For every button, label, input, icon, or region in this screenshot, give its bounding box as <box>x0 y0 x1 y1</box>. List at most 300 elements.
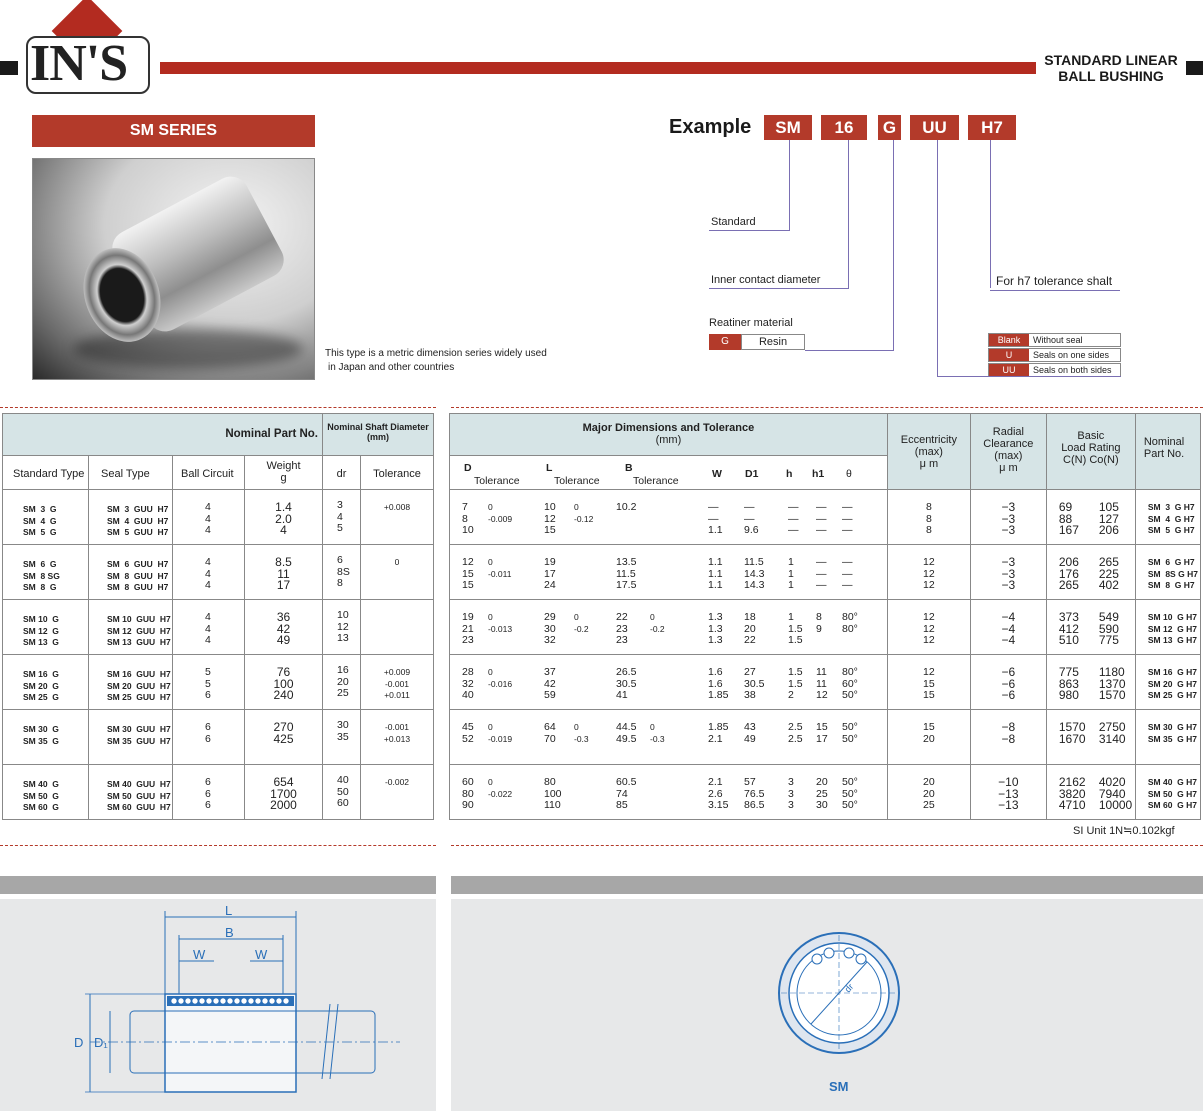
col-B <box>616 777 636 812</box>
cell-value: 0 <box>488 612 493 622</box>
cell-value: 42 <box>276 621 291 636</box>
cell-ball <box>173 545 245 600</box>
col-h <box>788 612 803 647</box>
cell-value: 6 <box>205 799 211 811</box>
col-W: W <box>712 468 722 480</box>
cell-value: 1 <box>788 556 794 568</box>
load-co: 775 <box>1098 633 1119 647</box>
cell-value: 21 <box>462 622 474 635</box>
dim-D: D <box>74 1035 84 1050</box>
cell-value: 2.0 <box>275 511 292 526</box>
cell-value: SM 12 G <box>23 625 59 636</box>
load-row <box>1059 800 1135 812</box>
load-c: 88 <box>1058 511 1073 526</box>
cell-value: SM 5 GUU H7 <box>107 527 169 537</box>
cell-value: -0.022 <box>488 788 513 799</box>
cell-value: 38 <box>744 689 756 701</box>
cell-weight <box>245 655 323 710</box>
cell-std <box>3 655 89 710</box>
cell-value: 2000 <box>270 798 297 812</box>
col-Dtol <box>488 667 512 690</box>
cell-value: 6 <box>337 554 343 566</box>
cell-value: — <box>816 501 827 513</box>
cell-value: −4 <box>1001 621 1016 636</box>
cell-value: — <box>816 556 827 568</box>
load-c: 167 <box>1058 523 1079 537</box>
connector-sm <box>789 140 790 230</box>
cell-value: 2.5 <box>788 721 803 733</box>
cell-value: — <box>788 524 799 536</box>
col-th <box>842 777 858 812</box>
cell-value: SM 60 G <box>23 802 59 812</box>
cell-value: −6 <box>1001 665 1016 679</box>
cell-value: — <box>744 512 755 525</box>
cell-value: 0 <box>488 777 493 787</box>
cell-value: 30.5 <box>744 677 765 690</box>
cell-dr <box>323 490 361 545</box>
cell-load <box>1046 710 1135 765</box>
cell-value: 10 <box>462 524 474 536</box>
col-W <box>708 722 728 745</box>
cell-value: 8 <box>816 611 822 623</box>
load-co: 225 <box>1098 566 1119 581</box>
cell-value: 30 <box>337 719 349 731</box>
cell-value: 3 <box>788 799 794 811</box>
dim-D1: D₁ <box>94 1035 108 1050</box>
header-basic-load: Basic Load Rating C(N) Co(N) <box>1046 414 1135 490</box>
connector-g <box>893 140 894 350</box>
connector-16 <box>848 140 849 288</box>
cell-value: 8 <box>925 512 932 525</box>
table-row <box>450 600 1201 655</box>
header-eccentricity: Eccentricity (max) μ m <box>887 414 970 490</box>
col-theta: θ <box>846 468 852 480</box>
cell-value: SM 10 G <box>23 614 59 624</box>
cell-value: SM 20 GUU H7 <box>107 680 171 691</box>
series-title: SM SERIES <box>32 115 315 147</box>
cell-value: 8.5 <box>275 555 292 569</box>
col-W <box>708 612 723 647</box>
cell-dr <box>323 545 361 600</box>
cell-value: — <box>842 567 853 580</box>
logo-text: IN'S <box>30 35 128 92</box>
cell-value: — <box>708 512 719 525</box>
cell-seal <box>89 765 173 820</box>
cell-value: 100 <box>273 676 294 691</box>
cell-value: 80° <box>842 622 858 635</box>
cell-value: 28 <box>462 666 474 678</box>
cell-value: SM 4 GUU H7 <box>107 515 169 526</box>
retainer-underline <box>805 350 894 351</box>
cell-value: — <box>816 512 827 525</box>
col-th <box>842 612 858 635</box>
col-D-tol: Tolerance <box>474 475 520 487</box>
table-row <box>450 545 1201 600</box>
cell-ecc <box>887 765 970 820</box>
cell-value: 17 <box>544 567 556 580</box>
cell-value: SM 50 G <box>23 790 59 801</box>
table-row <box>450 490 1201 545</box>
cell-value: 2.5 <box>788 732 803 745</box>
cell-value: 16 <box>337 664 349 676</box>
cell-value: −4 <box>1001 610 1016 624</box>
cell-value: 1.1 <box>708 579 723 591</box>
col-D <box>462 777 474 812</box>
cell-value: 6 <box>205 689 211 701</box>
cell-value: 36 <box>276 610 291 624</box>
cell-pn <box>1135 710 1200 765</box>
cell-value: SM 20 G <box>23 680 59 691</box>
cell-value: 80° <box>842 611 858 623</box>
col-shaft-tolerance: Tolerance <box>361 456 434 490</box>
cell-value: 50° <box>842 776 858 788</box>
cell-seal <box>89 600 173 655</box>
load-row <box>1059 580 1135 592</box>
cell-value: 1.5 <box>788 666 803 678</box>
cell-value: 0 -0.2 <box>650 612 665 634</box>
cell-value: SM 20 G H7 <box>1147 678 1197 689</box>
cell-value: 4 <box>280 523 287 537</box>
col-D <box>462 612 474 647</box>
cell-std <box>3 710 89 765</box>
table-row <box>3 655 434 710</box>
cell-value: SM 6 G <box>23 559 57 569</box>
col-h1: h1 <box>812 468 825 480</box>
cell-value: SM 35 GUU H7 <box>107 735 171 746</box>
cell-value: SM 16 GUU H7 <box>107 669 171 679</box>
cell-value: SM 16 G H7 <box>1147 667 1197 677</box>
cell-value: 110 <box>544 799 561 811</box>
cell-value: 9.6 <box>744 524 759 536</box>
col-th <box>842 557 853 592</box>
cell-value: 5 <box>205 677 211 690</box>
cell-pn <box>1135 545 1200 600</box>
cell-value: 10 <box>337 609 349 621</box>
cell-tol <box>361 710 434 765</box>
cell-value: 14.3 <box>744 567 765 580</box>
cell-value: 2 <box>788 689 794 701</box>
load-co: 549 <box>1098 610 1119 624</box>
cell-value: -0.2 <box>574 623 589 634</box>
cell-seal <box>89 490 173 545</box>
col-Ltol <box>574 502 593 525</box>
cell-value: 12 <box>337 620 349 633</box>
cell-value: 0 <box>394 557 400 567</box>
cell-load <box>1046 545 1135 600</box>
table-row <box>3 710 434 765</box>
table-row <box>450 765 1201 820</box>
cell-value: 1.4 <box>275 500 292 514</box>
cell-value: 1.5 <box>788 634 803 646</box>
col-Btol <box>650 612 665 635</box>
cell-value: 12 <box>544 512 556 525</box>
cell-load <box>1046 490 1135 545</box>
cell-value: SM 30 G H7 <box>1147 722 1197 732</box>
col-standard-type: Standard Type <box>3 456 89 490</box>
cell-value: 10 <box>544 501 556 513</box>
cell-value: 60 <box>337 797 349 809</box>
col-D1 <box>744 612 756 647</box>
cell-value: 80 <box>544 776 556 788</box>
cell-value: 18 <box>744 611 756 623</box>
cell-value: 60° <box>842 677 858 690</box>
desc-line1: This type is a metric dimension series widely used <box>325 348 547 359</box>
cell-value: — <box>842 579 853 591</box>
load-co: 1570 <box>1098 688 1126 702</box>
cell-seal <box>89 545 173 600</box>
cell-value: 17 <box>816 732 828 745</box>
cell-value: 76.5 <box>744 787 765 800</box>
cell-dimensions <box>450 710 888 765</box>
cell-weight <box>245 600 323 655</box>
cell-rad <box>970 765 1046 820</box>
cell-value: SM 25 GUU H7 <box>107 692 171 702</box>
col-D <box>462 502 474 537</box>
desc-line2: in Japan and other countries <box>328 362 455 373</box>
connector-uu <box>937 140 938 376</box>
cell-value: 41 <box>616 689 628 701</box>
cell-value: 49 <box>276 633 291 647</box>
cell-value: 19 <box>462 611 474 623</box>
cell-value: 4 <box>205 567 211 580</box>
cell-value: 15 <box>923 689 935 701</box>
col-Dtol <box>488 502 512 525</box>
col-ball-circuit: Ball Circuit <box>173 456 245 490</box>
cell-value: 8 <box>925 524 932 536</box>
load-row <box>1058 731 1135 746</box>
load-c: 980 <box>1058 688 1079 702</box>
cell-value: 15 <box>544 524 556 536</box>
cell-value: 22 <box>616 611 628 623</box>
h7-underline <box>990 290 1120 291</box>
col-h <box>788 502 799 537</box>
cell-value: 1.3 <box>708 611 723 623</box>
cell-value: 0 <box>488 667 493 677</box>
dashed-separator <box>0 845 436 846</box>
cell-value: 4 <box>205 622 211 635</box>
col-D1 <box>744 777 764 812</box>
cell-value: 49.5 <box>616 732 637 745</box>
cell-load <box>1046 600 1135 655</box>
cell-value: 80° <box>842 666 858 678</box>
dim-L: L <box>225 903 233 918</box>
col-D <box>462 557 474 592</box>
col-B <box>616 722 636 745</box>
cell-value: 20 <box>923 787 935 800</box>
col-B-tol: Tolerance <box>633 475 679 487</box>
cell-value: -0.3 <box>574 733 589 744</box>
col-L: L <box>546 462 553 474</box>
page-title <box>1038 52 1184 84</box>
cell-value: SM 40 G <box>23 779 59 789</box>
cell-value: 15 <box>816 721 828 733</box>
cell-value: — <box>816 524 827 536</box>
cell-pn <box>1135 600 1200 655</box>
cell-value: 1.5 <box>788 622 803 635</box>
seal-key: U <box>989 349 1029 361</box>
cell-value: 12 <box>816 689 828 701</box>
load-c: 373 <box>1058 610 1079 624</box>
cell-value: SM 13 G H7 <box>1147 635 1197 645</box>
cell-value: 2.1 <box>708 732 723 745</box>
cell-value: 25 <box>816 787 828 800</box>
cell-value: 50° <box>842 799 858 811</box>
cell-value: 50° <box>842 689 858 701</box>
page-title-line1: STANDARD LINEAR <box>1044 52 1178 68</box>
col-L <box>544 722 556 745</box>
col-Dtol <box>488 612 512 635</box>
cell-value: 43 <box>744 721 756 733</box>
load-c: 510 <box>1058 633 1079 647</box>
cell-weight <box>245 710 323 765</box>
cell-rad <box>970 600 1046 655</box>
front-view-caption: SM <box>829 1079 849 1094</box>
header-shaft: Nominal Shaft Diameter (mm) <box>323 414 434 456</box>
cell-value: 11 <box>816 677 827 690</box>
col-L <box>544 557 556 592</box>
example-code-uu: UU <box>910 115 959 140</box>
col-Dtol <box>488 557 511 580</box>
cell-value: — <box>842 512 853 525</box>
cell-value: 17.5 <box>616 579 637 591</box>
cell-value: 30 <box>544 622 556 635</box>
cell-value: −6 <box>1001 676 1016 691</box>
load-co: 3140 <box>1098 731 1126 746</box>
cell-value: SM 12 G H7 <box>1147 623 1197 634</box>
cell-value: 6 <box>205 787 211 800</box>
cell-value: 85 <box>616 799 628 811</box>
cell-value: 0 <box>574 722 579 732</box>
cell-value: -0.009 <box>488 513 513 524</box>
cell-seal <box>89 710 173 765</box>
cell-value: 23 <box>616 622 628 635</box>
cell-std <box>3 545 89 600</box>
cell-value: 12 <box>923 622 935 635</box>
load-co: 2750 <box>1098 720 1126 734</box>
seal-key: UU <box>989 364 1029 376</box>
cell-value: 24 <box>544 579 556 591</box>
load-co: 105 <box>1098 500 1119 514</box>
col-h1 <box>816 557 827 592</box>
table-row <box>3 545 434 600</box>
load-co: 402 <box>1098 578 1119 592</box>
load-c: 1570 <box>1058 720 1086 734</box>
load-c: 69 <box>1058 500 1073 514</box>
col-W <box>708 667 728 702</box>
cell-ball <box>173 710 245 765</box>
load-co: 4020 <box>1098 775 1126 789</box>
cell-value: 23 <box>462 634 474 646</box>
front-view-drawing <box>451 899 1203 1111</box>
cell-value: SM 6 GUU H7 <box>107 559 169 569</box>
col-B: B <box>625 462 633 474</box>
cell-ecc <box>887 545 970 600</box>
col-D1: D1 <box>745 468 759 480</box>
load-row <box>1059 635 1135 647</box>
cell-value: 1.1 <box>708 524 723 536</box>
cell-value: +0.011 <box>384 690 410 700</box>
cell-value: 29 <box>544 611 556 623</box>
side-view-panel <box>0 899 436 1111</box>
col-th <box>842 722 858 745</box>
seal-row-blank <box>988 333 1121 347</box>
cell-value: 0 <box>488 722 493 732</box>
cell-dimensions <box>450 600 888 655</box>
cell-value: SM 5 G <box>23 527 57 537</box>
cell-value: 60 <box>462 776 474 788</box>
col-h <box>788 777 794 812</box>
cell-value: 11.5 <box>616 567 636 580</box>
cell-value: -0.016 <box>488 678 513 689</box>
cell-value: SM 30 G <box>23 724 59 734</box>
cell-value: −8 <box>1001 731 1016 746</box>
col-B <box>616 612 628 647</box>
cell-value: 80 <box>462 787 474 800</box>
table-row <box>3 765 434 820</box>
cell-value: −3 <box>1001 566 1016 581</box>
cell-value: −3 <box>1001 500 1016 514</box>
cell-value: 5 <box>205 666 211 678</box>
cell-value: SM 25 G H7 <box>1147 690 1197 700</box>
dim-subheader <box>450 456 888 490</box>
cell-value: -0.12 <box>574 513 594 524</box>
cell-value: -0.002 <box>384 777 410 787</box>
cell-value: 1 <box>788 567 794 580</box>
cell-value: SM 13 G <box>23 637 59 647</box>
cell-value: 1.6 <box>708 677 723 690</box>
cell-ecc <box>887 655 970 710</box>
cell-ecc <box>887 710 970 765</box>
dashed-separator <box>0 407 436 408</box>
cell-value: 17 <box>276 578 291 592</box>
retainer-label: Reatiner material <box>709 317 793 329</box>
header-nominal: Nominal Part No. <box>3 414 323 456</box>
cell-value: 8 <box>925 501 932 513</box>
cell-value: 1.1 <box>708 567 723 580</box>
cell-value: 12 <box>923 567 935 580</box>
cell-value: 12 <box>923 666 935 678</box>
cell-pn <box>1135 765 1200 820</box>
col-D: D <box>464 462 472 474</box>
col-h <box>788 557 794 592</box>
col-Btol <box>650 722 665 745</box>
cell-tol <box>361 600 434 655</box>
cell-value: 8 <box>462 512 468 525</box>
cell-rad <box>970 655 1046 710</box>
cell-value: 90 <box>462 799 474 811</box>
h7-label: For h7 tolerance shalt <box>996 274 1113 288</box>
cell-value: 12 <box>923 579 935 591</box>
cell-value: SM 10 GUU H7 <box>107 614 171 624</box>
example-code-16: 16 <box>821 115 867 140</box>
cell-value: -0.011 <box>488 568 512 579</box>
cell-value: 6 <box>205 732 211 745</box>
cell-value: SM 13 GUU H7 <box>107 637 171 647</box>
front-view-panel <box>451 899 1203 1111</box>
cell-value: 1.1 <box>708 556 723 568</box>
cell-value: — <box>788 501 799 513</box>
cell-tol <box>361 765 434 820</box>
cell-value: SM 8 GUU H7 <box>107 570 169 581</box>
example-code-sm: SM <box>764 115 812 140</box>
cell-value: 13.5 <box>616 556 637 568</box>
cell-value: 20 <box>923 732 935 745</box>
header-nominal-part: Nominal Part No. <box>1135 414 1200 490</box>
cell-value: 42 <box>544 677 556 690</box>
cell-value: 270 <box>273 720 294 734</box>
cell-value: 59 <box>544 689 556 701</box>
cell-value: SM 30 GUU H7 <box>107 724 171 734</box>
